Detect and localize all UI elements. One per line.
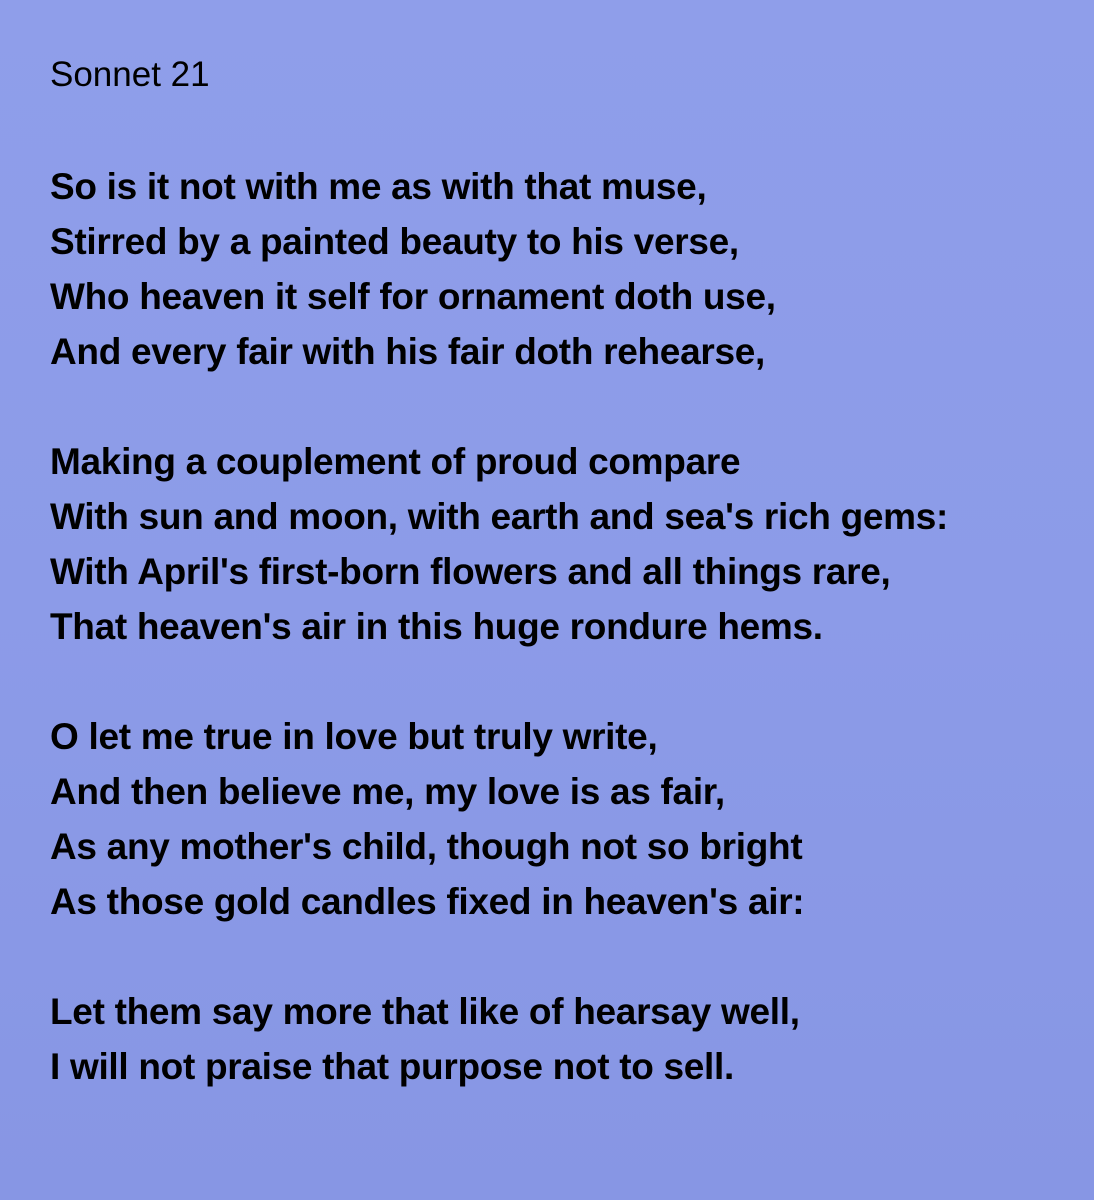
poem-line: O let me true in love but truly write, [50,716,658,757]
poem-line: So is it not with me as with that muse, [50,166,707,207]
poem-line: And every fair with his fair doth rehearse, [50,331,765,372]
poem-line: Let them say more that like of hearsay well, [50,991,800,1032]
poem-line: Making a couplement of proud compare [50,441,741,482]
poem-line: That heaven's air in this huge rondure hems. [50,606,823,647]
stanza-1 [50,159,1070,379]
poem-page [50,47,1070,1149]
poem-line: As those gold candles fixed in heaven's air: [50,881,805,922]
title-spacer [50,103,1070,159]
stanza-2 [50,434,1070,654]
poem-line: With April's first-born flowers and all things rare, [50,551,891,592]
poem-line: As any mother's child, though not so bright [50,826,803,867]
stanza-4 [50,984,1070,1094]
poem-line: And then believe me, my love is as fair, [50,771,725,812]
poem-line: Stirred by a painted beauty to his verse, [50,221,739,262]
stanza-3 [50,709,1070,929]
poem-line: Who heaven it self for ornament doth use, [50,276,776,317]
poem-line: I will not praise that purpose not to sell. [50,1046,734,1087]
poem-line: With sun and moon, with earth and sea's rich gems: [50,496,949,537]
poem-title: Sonnet 21 [50,55,210,94]
